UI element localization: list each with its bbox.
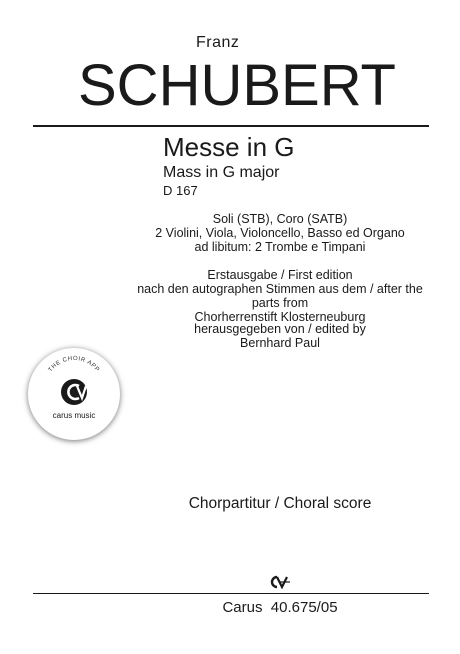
bottom-divider xyxy=(33,593,429,594)
carus-logo-icon xyxy=(268,575,292,594)
carus-logo-icon xyxy=(61,379,87,405)
composer-last-name: SCHUBERT xyxy=(78,53,396,118)
editor-name: Bernhard Paul xyxy=(240,336,320,350)
edition-line: nach den autographen Stimmen aus dem / after the parts from xyxy=(137,282,423,310)
scoring-line: 2 Violini, Viola, Violoncello, Basso ed Organo xyxy=(155,226,405,240)
edition-line: Chorherrenstift Klosterneuburg xyxy=(194,310,366,324)
editor-label: herausgegeben von / edited by xyxy=(194,322,366,336)
editor-block xyxy=(130,322,430,350)
scoring-block xyxy=(130,212,430,254)
work-subtitle: Mass in G major xyxy=(163,164,280,181)
edition-line: Erstausgabe / First edition xyxy=(207,268,353,282)
composer-first-name: Franz xyxy=(196,34,240,51)
badge-arc-text: THE CHOIR APP xyxy=(47,355,101,374)
badge-brand-text: carus music xyxy=(52,411,96,420)
work-title: Messe in G xyxy=(163,132,295,162)
choir-app-badge-graphic xyxy=(28,348,120,440)
scoring-line: Soli (STB), Coro (SATB) xyxy=(212,212,348,226)
top-divider xyxy=(33,125,429,127)
publisher-catalog-number: Carus 40.675/05 xyxy=(222,599,338,616)
scoring-line: ad libitum: 2 Trombe e Timpani xyxy=(194,240,366,254)
score-type-label: Chorpartitur / Choral score xyxy=(188,495,372,512)
edition-block xyxy=(130,268,430,324)
work-catalog-number: D 167 xyxy=(163,183,198,198)
choir-app-badge[interactable] xyxy=(28,348,120,440)
